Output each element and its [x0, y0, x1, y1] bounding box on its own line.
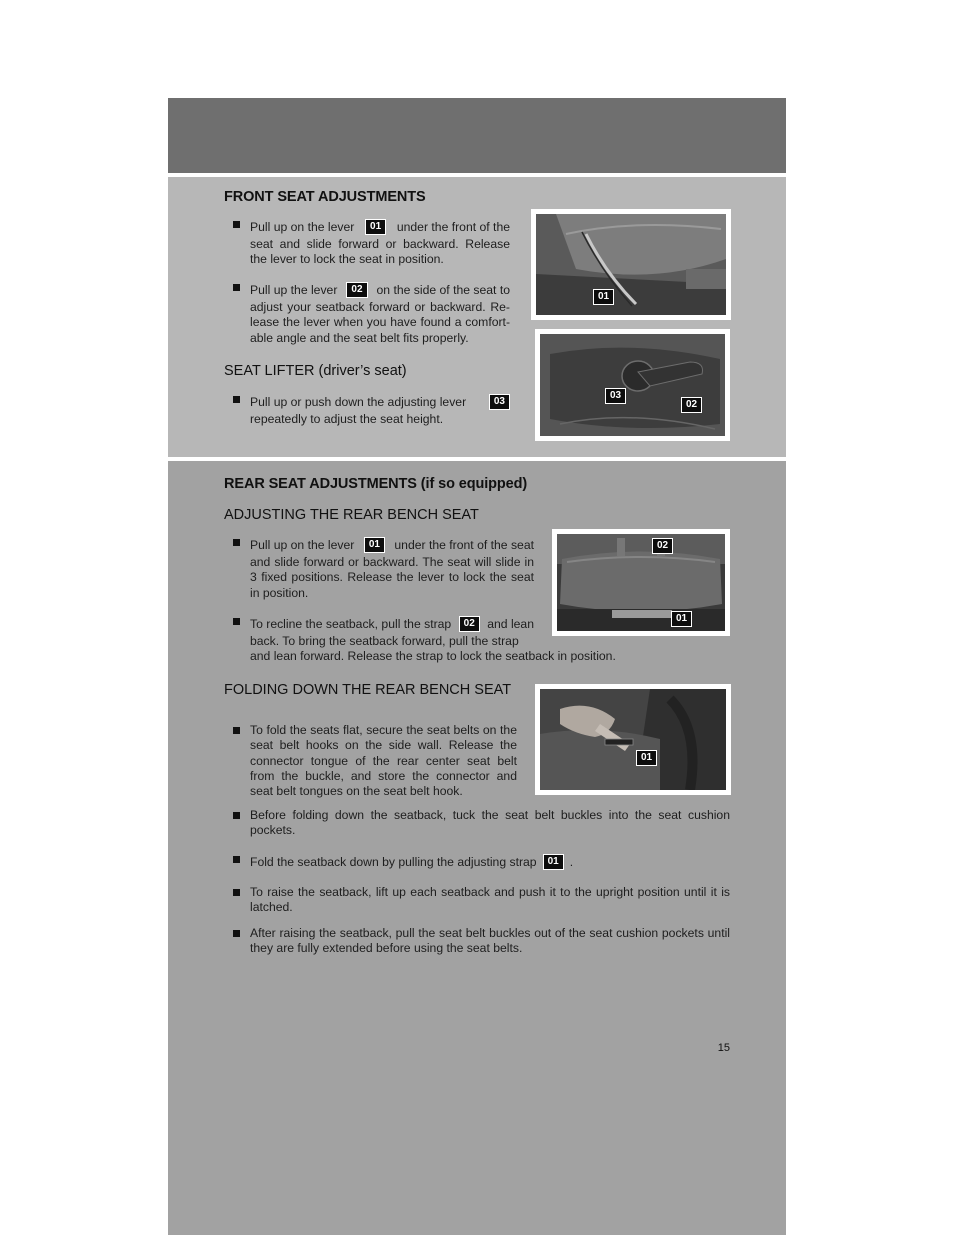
front-bullet-lifter [250, 392, 510, 427]
front-b1-post: under the front of the [396, 219, 510, 234]
rear-b2-line2: back. To bring the seatback forward, pull the strap [250, 634, 519, 648]
header-band [168, 98, 786, 173]
photo-callout-02: 02 [681, 397, 702, 413]
front-b1-rest: seat and slide forward or backward. Release the lever to lock the seat in position. [250, 237, 510, 267]
bullet-marker [233, 889, 240, 896]
fold-bullet-tuck [250, 808, 730, 839]
fold-bullet-raise [250, 885, 730, 916]
photo-callout-03: 03 [605, 388, 626, 404]
rear-seat-heading: REAR SEAT ADJUSTMENTS (if so equipped) [224, 476, 528, 492]
photo-fold-strap [535, 684, 731, 795]
bullet-marker [233, 618, 240, 625]
rear-bullet-lever [250, 535, 534, 601]
rear-b1-pre: Pull up on the lever [250, 537, 355, 552]
fold-down-heading: FOLDING DOWN THE REAR BENCH SEAT [224, 682, 512, 698]
front-b2-pre: Pull up the lever [250, 282, 338, 297]
rear-bench-heading: ADJUSTING THE REAR BENCH SEAT [224, 507, 479, 523]
rear-b2-pre: To recline the seatback, pull the strap [250, 616, 452, 631]
fold-bullet-strap [250, 852, 730, 872]
bullet-marker [233, 284, 240, 291]
callout-badge-01: 01 [364, 537, 385, 553]
bullet-marker [233, 221, 240, 228]
bullet-marker [233, 812, 240, 819]
front-seat-heading: FRONT SEAT ADJUSTMENTS [224, 189, 426, 205]
front-bullet-lever [250, 217, 510, 268]
photo-rear-bench [552, 529, 730, 636]
seat-lever-illustration [536, 214, 726, 315]
seat-lifter-heading: SEAT LIFTER (driver’s seat) [224, 363, 407, 379]
fold-bullet-pull-buckles [250, 926, 730, 957]
rear-b1-post: under the front of the seat [394, 537, 534, 552]
page-number: 15 [717, 1042, 730, 1054]
callout-badge-01: 01 [365, 219, 386, 235]
photo-side-lever [535, 329, 730, 441]
rear-bench-illustration [557, 534, 725, 631]
photo-callout-01: 01 [593, 289, 614, 305]
fold-b2-text: Before folding down the seatback, tuck the seat belt buckles into the seat cushion pockets. [250, 808, 730, 838]
photo-callout-01: 01 [636, 750, 657, 766]
fold-b4-text: To raise the seatback, lift up each seatback and push it to the upright position until it is latched. [250, 885, 730, 915]
bullet-marker [233, 856, 240, 863]
bullet-marker [233, 396, 240, 403]
fold-b1-text: To fold the seats flat, secure the seat belts on the seat belt hooks on the side wall. Release the connector tongue of the rear center seat belt from the buckle, and store the connector and seat belt tongues on the seat belt hook. [250, 723, 517, 799]
rear-b2-post: and lean [487, 616, 534, 631]
fold-b3-post: . [569, 854, 574, 869]
callout-badge-01: 01 [543, 854, 564, 870]
fold-b5-text: After raising the seatback, pull the seat belt buckles out of the seat cushion pockets until they are fully extended before using the seat belts. [250, 926, 730, 956]
callout-badge-02: 02 [459, 616, 480, 632]
callout-badge-03: 03 [489, 394, 510, 410]
front-b3-pre: Pull up or push down the adjusting lever [250, 394, 467, 409]
photo-callout-01: 01 [671, 611, 692, 627]
front-b2-rest: adjust your seatback forward or backward. Re-lease the lever when you have found a comfort-able angle and the seat belt fits properly. [250, 300, 510, 345]
bullet-marker [233, 539, 240, 546]
front-b1-pre: Pull up on the lever [250, 219, 355, 234]
rear-b2-line3: and lean forward. Release the strap to lock the seatback in position. [250, 649, 616, 664]
bullet-marker [233, 930, 240, 937]
photo-front-lever [531, 209, 731, 320]
side-lever-illustration [540, 334, 725, 436]
front-b2-post: on the side of the seat to [376, 282, 510, 297]
fold-strap-illustration [540, 689, 726, 790]
bullet-marker [233, 727, 240, 734]
rear-b1-rest: and slide forward or backward. The seat will slide in 3 fixed positions. Release the lever to lock the seat in position. [250, 555, 534, 600]
fold-b3-pre: Fold the seatback down by pulling the adjusting strap [250, 854, 537, 869]
front-bullet-recline [250, 280, 510, 346]
front-b3-rest: repeatedly to adjust the seat height. [250, 412, 444, 426]
fold-bullet-secure-belts [250, 723, 517, 799]
photo-callout-02: 02 [652, 538, 673, 554]
callout-badge-02: 02 [346, 282, 367, 298]
